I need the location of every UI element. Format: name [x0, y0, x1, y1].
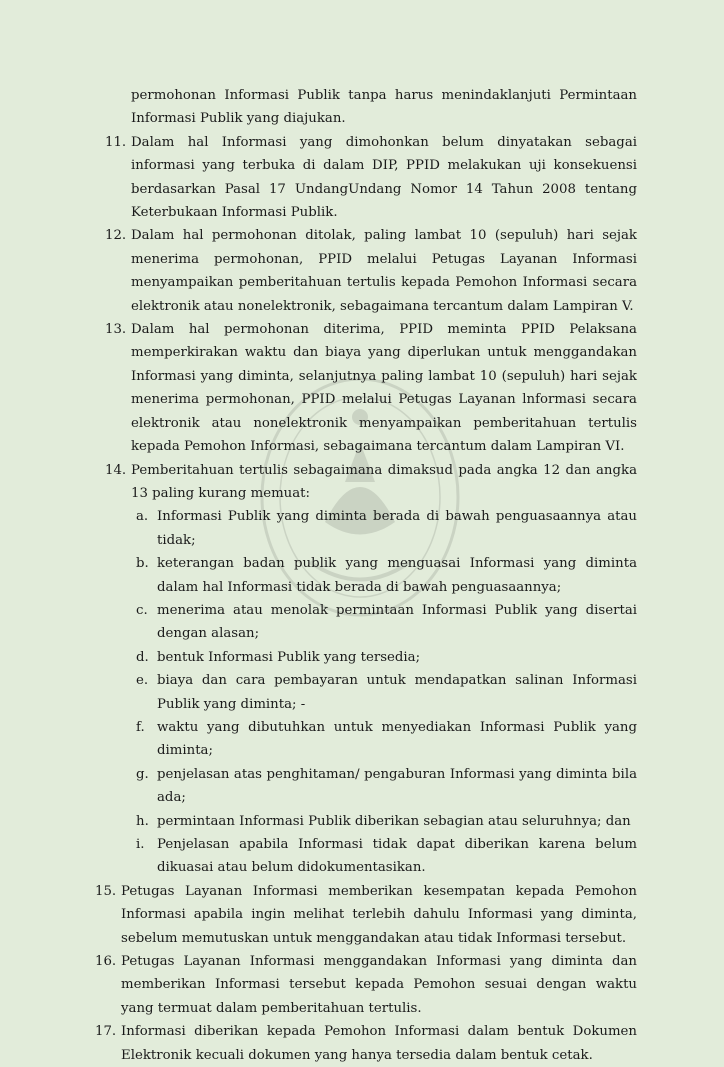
item-number: 11.: [105, 134, 127, 150]
sub-item-d: [136, 646, 637, 669]
item-text: Dalam hal permohonan diterima, PPID meminta PPID Pelaksana memperkirakan waktu dan biaya yang diperlukan untuk menggandakan Informasi yang diminta, selanjutnya paling lambat 10 (sepuluh) hari sejak menerima permohonan, PPID melalui Petugas Layanan lnformasi secara elektronik atau nonelektronik menyampaikan pemberitahuan tertulis kepada Pemohon Informasi, sebagaimana tercantum dalam Lampiran VI.: [131, 322, 637, 455]
item-number: 16.: [95, 954, 117, 970]
list-item-14: [105, 459, 637, 506]
item-text: Petugas Layanan Informasi memberikan kesempatan kepada Pemohon Informasi apabila ingin melihat terlebih dahulu Informasi yang diminta, sebelum memutuskan untuk menggandakan atau tidak Informasi tersebut.: [121, 883, 637, 946]
list-item-13: [105, 318, 637, 458]
sub-item-text: penjelasan atas penghitaman/ pengaburan Informasi yang diminta bila ada;: [157, 766, 637, 806]
sub-item-text: Informasi Publik yang diminta berada di bawah penguasaannya atau tidak;: [157, 509, 637, 548]
sub-item-letter: e.: [136, 673, 149, 689]
sub-item-text: menerima atau menolak permintaan Informasi Publik yang disertai dengan alasan;: [157, 602, 637, 642]
sub-item-i: [136, 833, 637, 880]
sub-item-letter: h.: [136, 813, 149, 829]
sub-item-letter: f.: [136, 719, 145, 735]
sub-item-letter: i.: [136, 837, 145, 852]
sub-item-letter: b.: [136, 556, 149, 572]
item-text: Informasi diberikan kepada Pemohon Informasi dalam bentuk Dokumen Elektronik kecuali dokumen yang hanya tersedia dalam bentuk cetak.: [121, 1024, 637, 1063]
list-item-16: [95, 950, 637, 1020]
sub-item-c: [136, 599, 637, 646]
sub-item-e: [136, 669, 637, 716]
sub-item-text: waktu yang dibutuhkan untuk menyediakan Informasi Publik yang diminta;: [157, 719, 637, 759]
list-item-12: [105, 224, 637, 318]
item-number: 13.: [105, 322, 127, 338]
sub-item-letter: a.: [136, 509, 149, 525]
intro-continuation: permohonan Informasi Publik tanpa harus menindaklanjuti Permintaan Informasi Publik yang diajukan.: [131, 88, 637, 127]
sub-item-letter: c.: [136, 602, 148, 618]
item-number: 15.: [95, 883, 117, 899]
document-body: [0, 84, 724, 1067]
item-number: 14.: [105, 462, 127, 478]
sub-item-text: permintaan Informasi Publik diberikan sebagian atau seluruhnya; dan: [157, 813, 631, 829]
item-text: Dalam hal Informasi yang dimohonkan belum dinyatakan sebagai informasi yang terbuka di dalam DIP, PPID melakukan uji konsekuensi berdasarkan Pasal 17 UndangUndang Nomor 14 Tahun 2008 tentang Keterbukaan Informasi Publik.: [131, 134, 637, 221]
sub-item-text: biaya dan cara pembayaran untuk mendapatkan salinan Informasi Publik yang diminta; -: [157, 673, 637, 712]
sub-item-b: [136, 552, 637, 599]
item-text: Dalam hal permohonan ditolak, paling lambat 10 (sepuluh) hari sejak menerima permohonan, PPID melalui Petugas Layanan Informasi menyampaikan pemberitahuan tertulis kepada Pemohon Informasi secara elektronik atau nonelektronik, sebagaimana tercantum dalam Lampiran V.: [131, 228, 637, 314]
sub-item-f: [136, 716, 637, 763]
sub-item-letter: g.: [136, 766, 149, 782]
item-number: 17.: [95, 1024, 117, 1040]
list-item-11: [105, 131, 637, 225]
sub-item-g: [136, 763, 637, 810]
item-text: Pemberitahuan tertulis sebagaimana dimaksud pada angka 12 dan angka 13 paling kurang memuat:: [131, 462, 637, 501]
list-item-17: [95, 1020, 637, 1067]
sub-item-a: [136, 505, 637, 552]
sub-item-letter: d.: [136, 649, 149, 665]
sub-item-text: Penjelasan apabila Informasi tidak dapat diberikan karena belum dikuasai atau belum didokumentasikan.: [157, 837, 637, 876]
sub-item-text: keterangan badan publik yang menguasai Informasi yang diminta dalam hal Informasi tidak berada di bawah penguasaannya;: [157, 556, 637, 595]
item-text: Petugas Layanan Informasi menggandakan Informasi yang diminta dan memberikan Informasi tersebut kepada Pemohon sesuai dengan waktu yang termuat dalam pemberitahuan tertulis.: [121, 954, 637, 1016]
list-item-15: [95, 880, 637, 950]
sub-item-h: [136, 810, 637, 833]
sub-item-text: bentuk Informasi Publik yang tersedia;: [157, 649, 421, 665]
item-number: 12.: [105, 228, 127, 244]
